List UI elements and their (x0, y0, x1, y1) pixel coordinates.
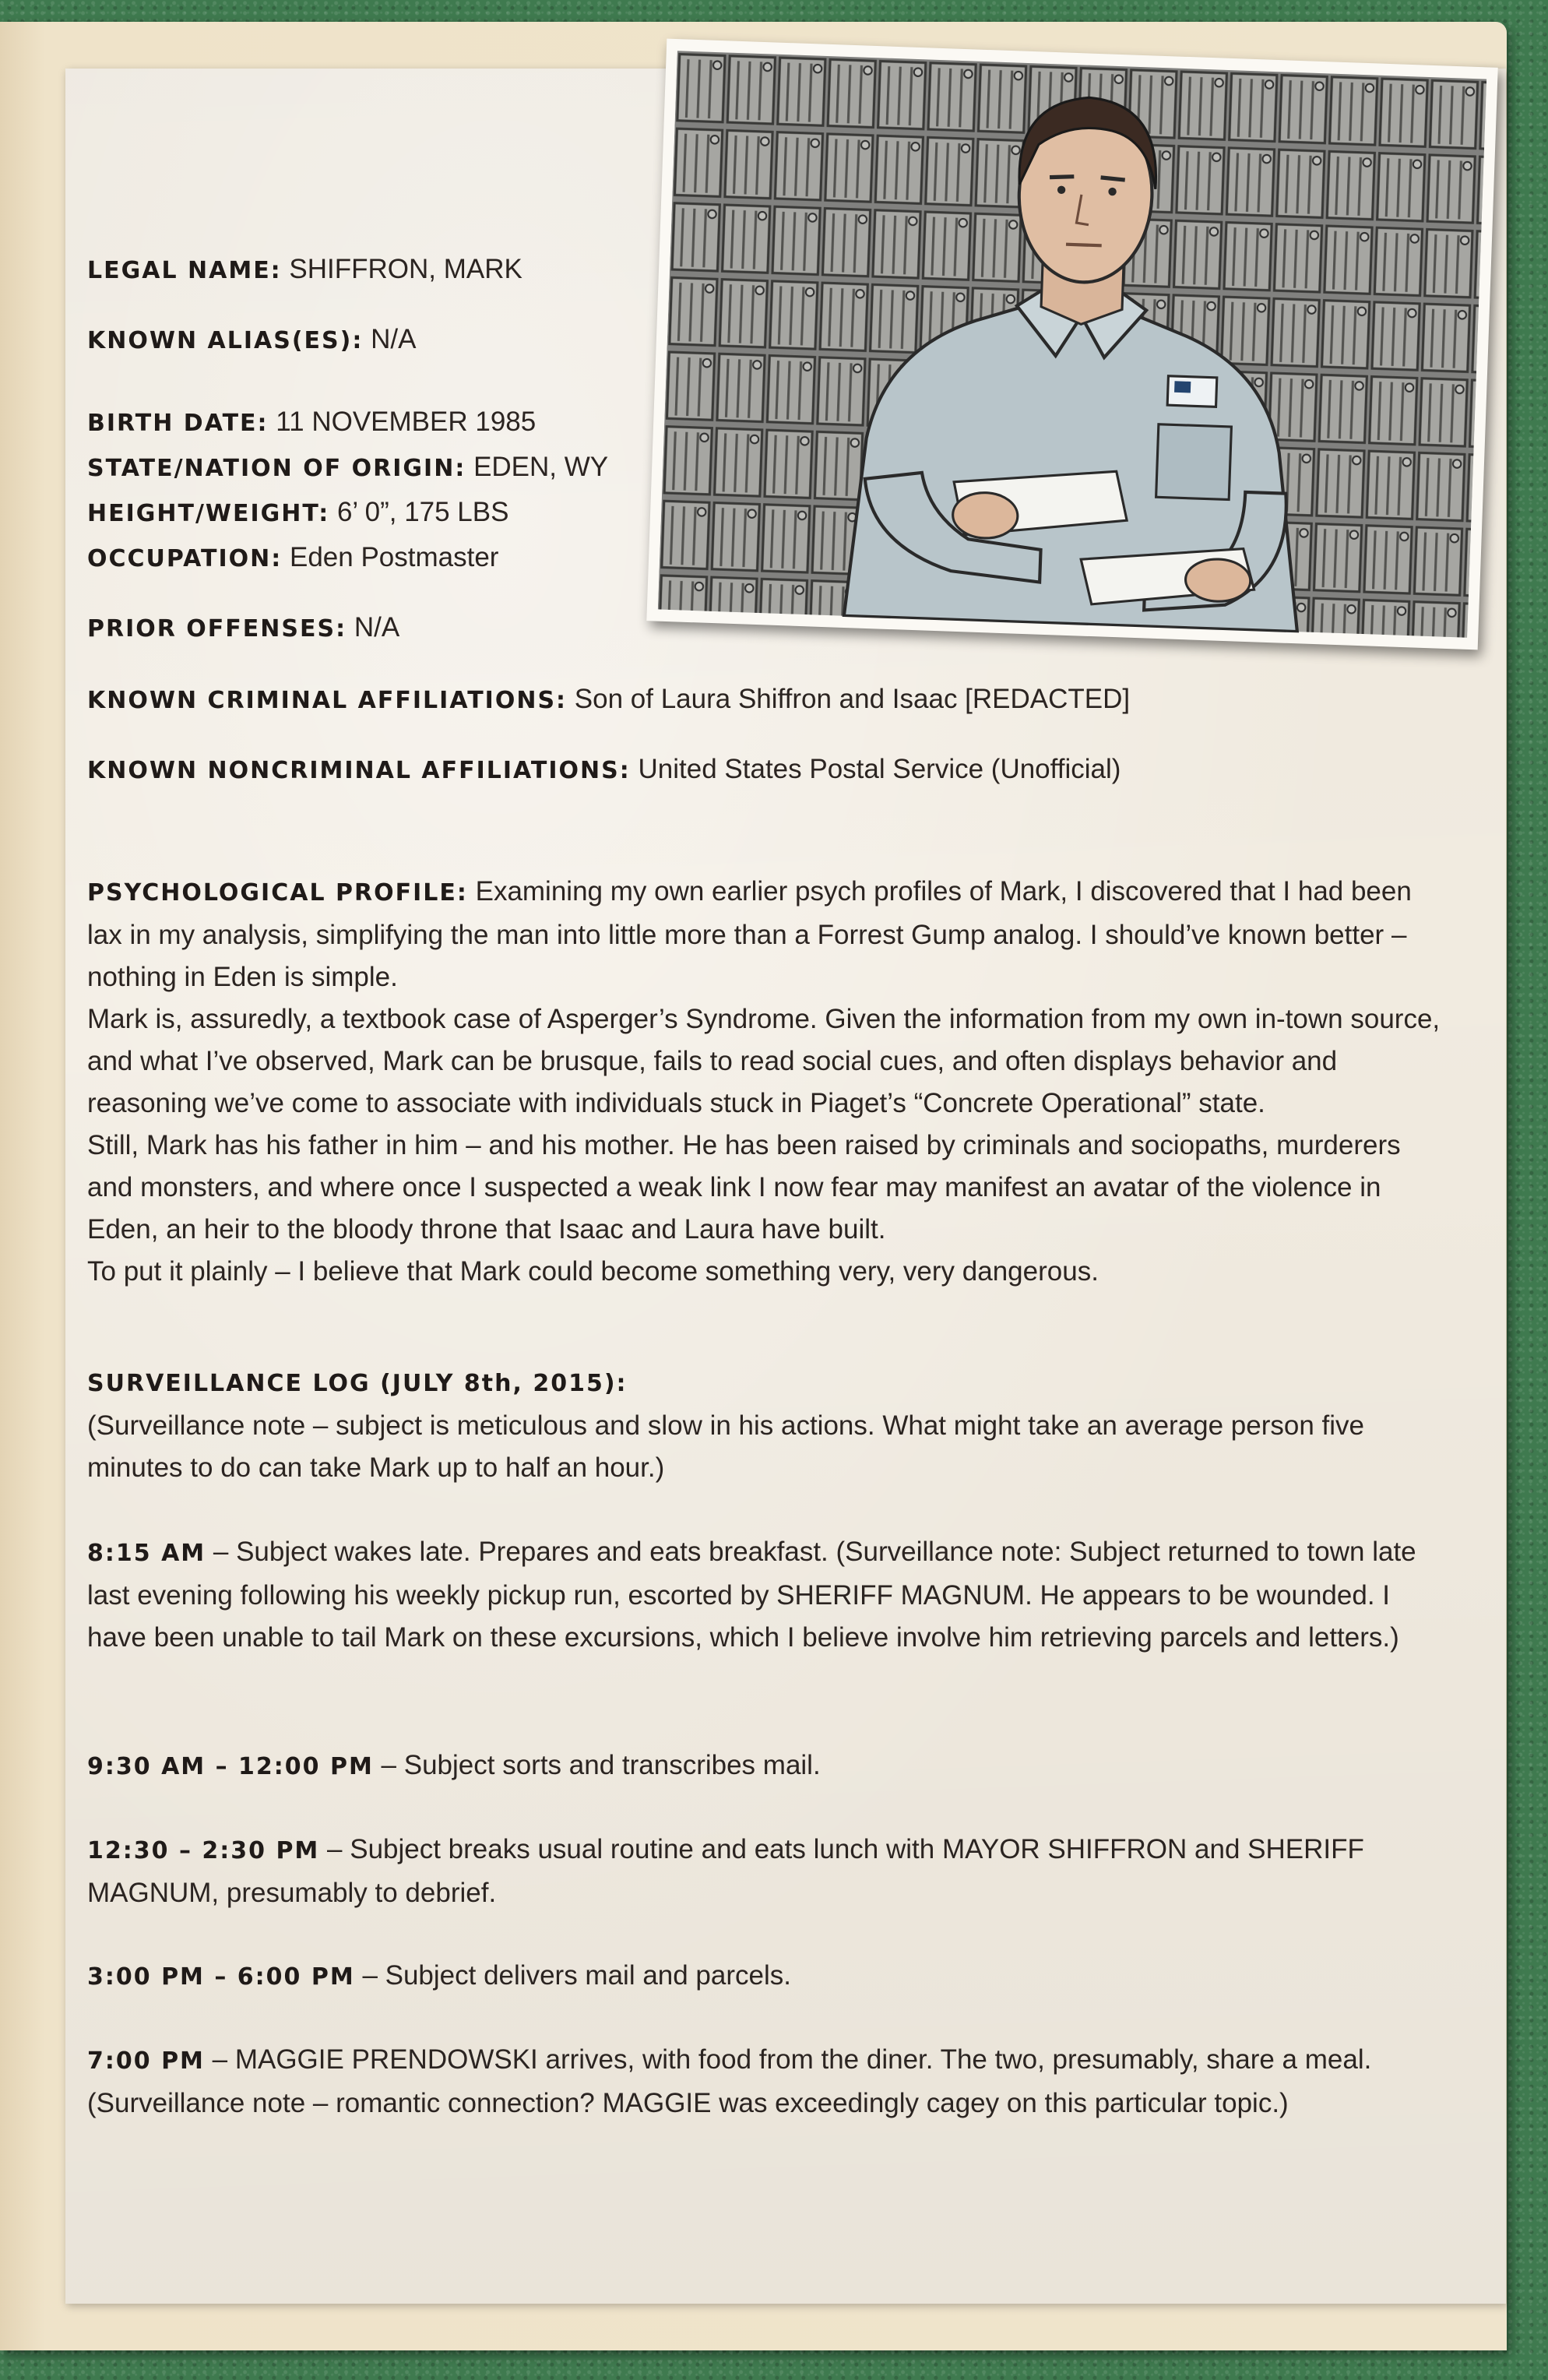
birth-row (87, 407, 536, 438)
log-entry (87, 1829, 1450, 1914)
log-entry (87, 1745, 1450, 1788)
log-entry-text: – Subject breaks usual routine and eats lunch with MAYOR SHIFFRON and SHERIFF MAGNUM, presumably to debrief. (87, 1834, 1364, 1908)
noncriminal-affiliations-label: KNOWN NONCRIMINAL AFFILIATIONS: (87, 757, 631, 784)
log-entry (87, 2039, 1450, 2125)
occupation-value: Eden Postmaster (290, 542, 499, 572)
log-entry-time: 3:00 PM – 6:00 PM (87, 1963, 355, 1991)
log-entry-time: 9:30 AM – 12:00 PM (87, 1753, 374, 1780)
criminal-affiliations-value: Son of Laura Shiffron and Isaac [REDACTED] (574, 684, 1131, 714)
profile-paragraph-2: Mark is, assuredly, a textbook case of Asperger’s Syndrome. Given the information from my own in-town source, and what I’ve observed, Mark can be brusque, fails to read social cues, and often displays behavior and reasoning we’ve come to associate with individuals stuck in Piaget’s “Concrete Operational” state. (87, 1004, 1441, 1118)
legal-name-label: LEGAL NAME: (87, 257, 282, 284)
postman-illustration (658, 50, 1486, 639)
alias-row (87, 324, 416, 355)
origin-label: STATE/NATION OF ORIGIN: (87, 455, 466, 482)
log-entry-text: – Subject delivers mail and parcels. (362, 1960, 791, 1991)
criminal-affiliations-row (87, 684, 1130, 715)
noncriminal-affiliations-row (87, 754, 1121, 785)
profile-paragraph-3: Still, Mark has his father in him – and his mother. He has been raised by criminals and sociopaths, murderers and monsters, and where once I suspected a weak link I now fear may manifest an avatar of the violence in Eden, an heir to the bloody throne that Isaac and Laura have built. (87, 1130, 1401, 1245)
occupation-label: OCCUPATION: (87, 545, 283, 572)
origin-row (87, 452, 608, 483)
offenses-row (87, 612, 399, 643)
birth-label: BIRTH DATE: (87, 410, 269, 437)
height-row (87, 497, 508, 528)
surveillance-log (87, 1363, 1450, 1489)
legal-name-value: SHIFFRON, MARK (289, 254, 522, 284)
log-entry-text: – MAGGIE PRENDOWSKI arrives, with food from the diner. The two, presumably, share a meal. (Surveillance note – romantic connection? MAGGIE was exceedingly cagey on this particular topic.) (87, 2044, 1372, 2118)
offenses-label: PRIOR OFFENSES: (87, 615, 347, 643)
profile-paragraph-1: Examining my own earlier psych profiles of Mark, I discovered that I had been lax in my analysis, simplifying the man into little more than a Forrest Gump analog. I should’ve known better – nothing in Eden is simple. (87, 876, 1412, 992)
log-entry-time: 12:30 – 2:30 PM (87, 1837, 320, 1864)
profile-paragraph-4: To put it plainly – I believe that Mark could become something very, very dangerous. (87, 1256, 1099, 1287)
log-entry (87, 1531, 1450, 1659)
log-entry-time: 8:15 AM (87, 1540, 206, 1567)
offenses-value: N/A (354, 612, 400, 643)
birth-value: 11 NOVEMBER 1985 (276, 407, 537, 437)
profile-label: PSYCHOLOGICAL PROFILE: (87, 879, 468, 907)
height-label: HEIGHT/WEIGHT: (87, 500, 330, 527)
occupation-row (87, 542, 498, 573)
origin-value: EDEN, WY (473, 452, 609, 482)
psychological-profile (87, 871, 1450, 1293)
alias-label: KNOWN ALIAS(ES): (87, 327, 364, 354)
subject-photo (646, 39, 1497, 650)
log-label: SURVEILLANCE LOG (JULY 8th, 2015): (87, 1370, 628, 1397)
log-entry-text: – Subject wakes late. Prepares and eats breakfast. (Surveillance note: Subject returned to town late last evening following his weekly pickup run, escorted by SHERIFF MAGNUM. He appears to be wounded. I have been unable to tail Mark on these excursions, which I believe involve him retrieving parcels and letters.) (87, 1537, 1416, 1653)
criminal-affiliations-label: KNOWN CRIMINAL AFFILIATIONS: (87, 687, 568, 714)
noncriminal-affiliations-value: United States Postal Service (Unofficial) (638, 754, 1121, 784)
log-entry-time: 7:00 PM (87, 2047, 205, 2075)
log-entry-text: – Subject sorts and transcribes mail. (381, 1750, 821, 1780)
legal-name-row (87, 254, 522, 285)
log-entry (87, 1955, 1450, 1998)
height-value: 6’ 0”, 175 LBS (336, 497, 509, 527)
log-note: (Surveillance note – subject is meticulous and slow in his actions. What might take an average person five minutes to do can take Mark up to half an hour.) (87, 1410, 1365, 1483)
alias-value: N/A (371, 324, 417, 354)
